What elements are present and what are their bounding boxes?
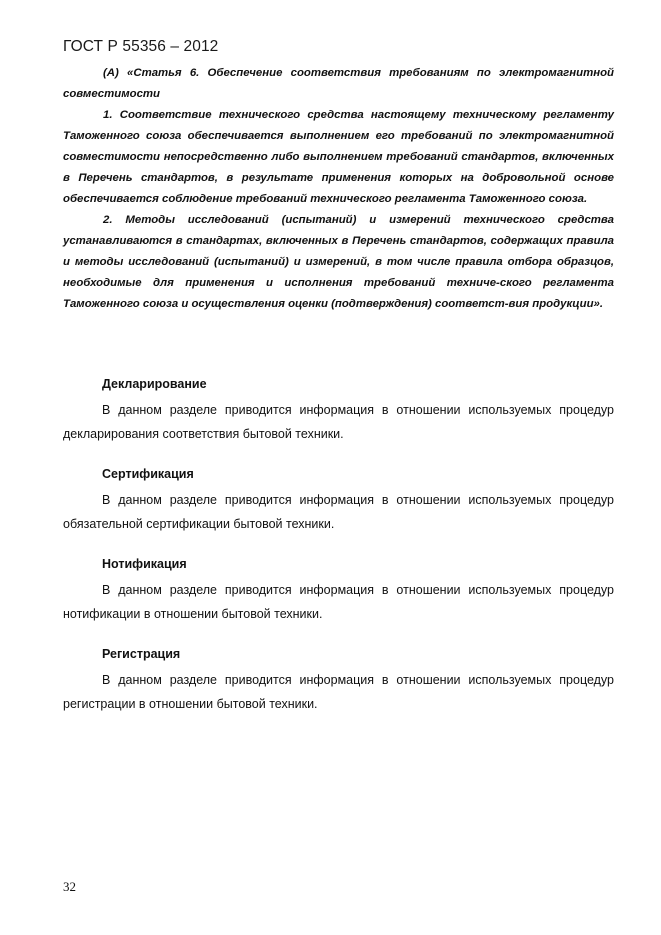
quote-heading: (А) «Статья 6. Обеспечение соответствия требованиям по электромагнитной совместимости (63, 67, 614, 100)
section-text-declaration: В данном разделе приводится информация в отношении используемых процедур декларирования соответствия бытовой техники. (63, 403, 614, 441)
section-text-notification: В данном разделе приводится информация в отношении используемых процедур нотификации в отношении бытовой техники. (63, 583, 614, 621)
quote-item-1: 1. Соответствие технического средства настоящему техническому регламенту Таможенного союза обеспечивается выполнением его требований по электромагнитной совместимости непосредственно либо выполнением требований стандартов, включенных в Перечень стандартов, в результате применения которых на добровольной основе обеспечивается соблюдение требований технического регламента Таможенного союза. (63, 109, 614, 205)
section-text-registration: В данном разделе приводится информация в отношении используемых процедур регистрации в отношении бытовой техники. (63, 673, 614, 711)
section-title-declaration: Декларирование (102, 377, 207, 391)
section-text-certification: В данном разделе приводится информация в отношении используемых процедур обязательной сертификации бытовой техники. (63, 493, 614, 531)
page-number: 32 (63, 879, 76, 894)
quoted-article (63, 63, 614, 315)
quote-item-2: 2. Методы исследований (испытаний) и измерений технического средства устанавливаются в стандартах, включенных в Перечень стандартов, содержащих правила и методы исследований (испытаний) и измерений, в том числе правила отбора образцов, необходимые для применения и исполнения требований техниче-ского регламента Таможенного союза и осуществления оценки (подтверждения) соответст-вия продукции». (63, 214, 614, 310)
document-header: ГОСТ Р 55356 – 2012 (63, 38, 219, 55)
section-title-certification: Сертификация (102, 467, 194, 481)
section-title-registration: Регистрация (102, 647, 181, 661)
section-title-notification: Нотификация (102, 557, 187, 571)
